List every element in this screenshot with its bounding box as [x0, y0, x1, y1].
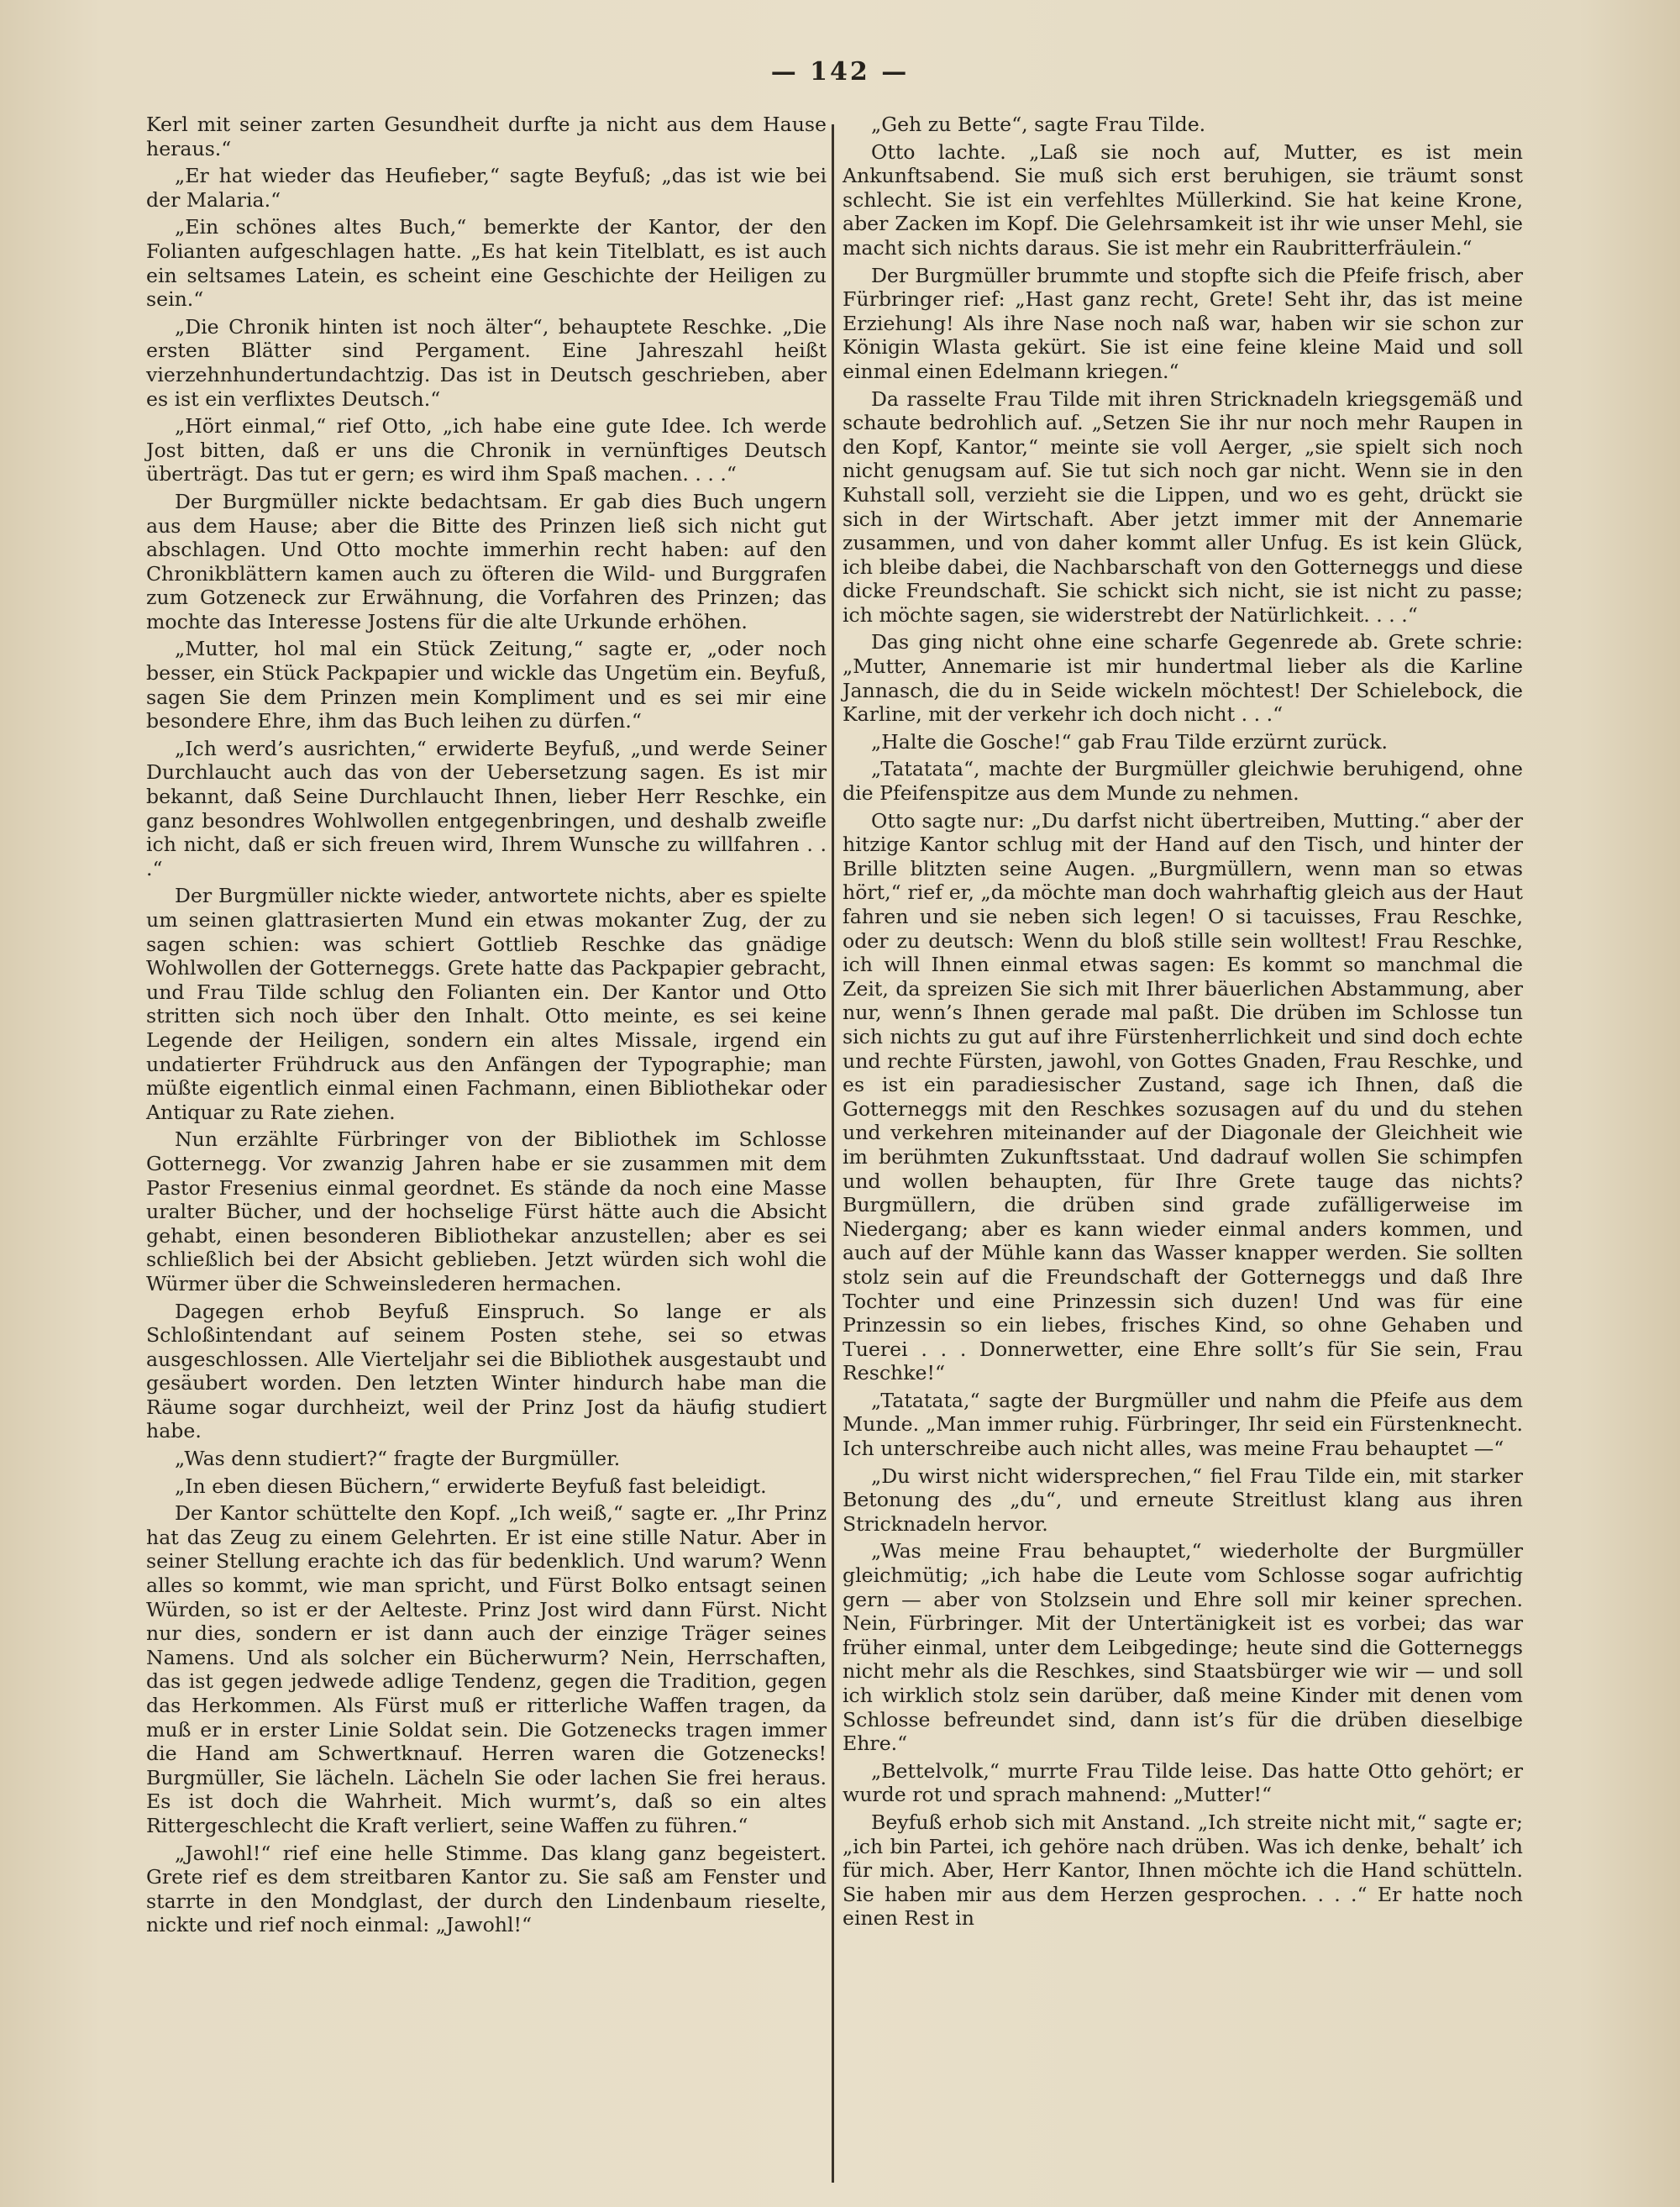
paragraph: „Tatatata,“ sagte der Burgmüller und nahm die Pfeife aus dem Munde. „Man immer ruhig. Fürbringer, Ihr seid ein Fürstenknecht. Ich unterschreibe auch nicht alles, was meine Frau behauptet —“ — [843, 1388, 1523, 1461]
paragraph: Der Burgmüller brummte und stopfte sich die Pfeife frisch, aber Fürbringer rief: „Hast ganz recht, Grete! Seht ihr, das ist meine Erziehung! Als ihre Nase noch naß war, haben wir sie schon zur Königin Wlasta gekürt. Sie ist eine feine kleine Maid und soll einmal einen Edelmann kriegen.“ — [843, 263, 1523, 383]
paragraph: „Du wirst nicht widersprechen,“ fiel Frau Tilde ein, mit starker Betonung des „du“, und erneute Streitlust klang aus ihren Stricknadeln hervor. — [843, 1463, 1523, 1536]
paragraph: „Was meine Frau behauptet,“ wiederholte der Burgmüller gleichmütig; „ich habe die Leute vom Schlosse sogar aufrichtig gern — aber von Stolzsein und Ehre soll mir keiner sprechen. Nein, Fürbringer. Mit der Untertänigkeit ist es vorbei; das war früher einmal, unter dem Leibgedinge; heute sind die Gotterneggs nicht mehr als die Reschkes, sind Staatsbürger wie wir — und soll ich wirklich stolz sein darüber, daß meine Kinder mit denen vom Schlosse befreundet sind, dann ist’s für die drüben dieselbige Ehre.“ — [843, 1539, 1523, 1756]
paragraph: Otto lachte. „Laß sie noch auf, Mutter, es ist mein Ankunftsabend. Sie muß sich erst beruhigen, sie träumt sonst schlecht. Sie ist ein verfehltes Müllerkind. Sie hat keine Krone, aber Zacken im Kopf. Die Gelehrsamkeit ist ihr wie unser Mehl, sie macht sich nichts daraus. Sie ist mehr ein Raubritterfräulein.“ — [843, 139, 1523, 260]
paragraph: Der Burgmüller nickte bedachtsam. Er gab dies Buch ungern aus dem Hause; aber die Bitte des Prinzen ließ sich nicht gut abschlagen. Und Otto mochte immerhin recht haben: auf den Chronikblättern kamen auch zu öfteren die Wild- und Burggrafen zum Gotzeneck zur Erwähnung, die Vorfahren des Prinzen; das mochte das Interesse Jostens für die alte Urkunde erhöhen. — [146, 489, 827, 633]
paragraph: „Tatatata“, machte der Burgmüller gleichwie beruhigend, ohne die Pfeifenspitze aus dem Munde zu nehmen. — [843, 757, 1523, 806]
paragraph: „Halte die Gosche!“ gab Frau Tilde erzürnt zurück. — [871, 729, 1389, 754]
paragraph: Dagegen erhob Beyfuß Einspruch. So lange er als Schloßintendant auf seinem Posten stehe, sei so etwas ausgeschlossen. Alle Vierteljahr sei die Bibliothek ausgestaubt und gesäubert worden. Den letzten Winter hindurch habe man die Räume sogar durchheizt, weil der Prinz Jost da häufig studiert habe. — [146, 1299, 827, 1443]
paragraph: „In eben diesen Büchern,“ erwiderte Beyfuß fast beleidigt. — [175, 1474, 767, 1498]
left-column — [146, 113, 827, 1941]
paragraph: Nun erzählte Fürbringer von der Bibliothek im Schlosse Gotternegg. Vor zwanzig Jahren habe er sie zusammen mit dem Pastor Fresenius einmal geordnet. Es stände da noch eine Masse uralter Bücher, und der hochselige Fürst hätte auch die Absicht gehabt, einen besonderen Bibliothekar anzustellen; aber es sei schließlich bei der Absicht geblieben. Jetzt würden sich wohl die Würmer über die Schweinslederen hermachen. — [146, 1127, 827, 1295]
paragraph: „Ich werd’s ausrichten,“ erwiderte Beyfuß, „und werde Seiner Durchlaucht auch das von der Uebersetzung sagen. Es ist mir bekannt, daß Seine Durchlaucht Ihnen, lieber Herr Reschke, ein ganz besondres Wohlwollen entgegenbringen, und deshalb zweifle ich nicht, daß er sich freuen wird, Ihrem Wunsche zu willfahren . . .“ — [146, 736, 827, 880]
paragraph: Der Burgmüller nickte wieder, antwortete nichts, aber es spielte um seinen glattrasierten Mund ein etwas mokanter Zug, der zu sagen schien: was schiert Gottlieb Reschke das gnädige Wohlwollen der Gotterneggs. Grete hatte das Packpapier gebracht, und Frau Tilde schlug den Folianten ein. Der Kantor und Otto stritten sich noch über den Inhalt. Otto meinte, es sei keine Legende der Heiligen, sondern ein altes Missale, irgend ein undatierter Frühdruck aus den Anfängen der Typographie; man müßte eigentlich einmal einen Fachmann, einen Bibliothekar oder Antiquar zu Rate ziehen. — [146, 884, 827, 1124]
paragraph: „Die Chronik hinten ist noch älter“, behauptete Reschke. „Die ersten Blätter sind Pergament. Eine Jahreszahl heißt vierzehnhundertundachtzig. Das ist in Deutsch geschrieben, aber es ist ein verflixtes Deutsch.“ — [146, 314, 827, 411]
paragraph: „Ein schönes altes Buch,“ bemerkte der Kantor, der den Folianten aufgeschlagen hatte. „Es hat kein Titelblatt, es ist auch ein seltsames Latein, es scheint eine Geschichte der Heiligen zu sein.“ — [146, 215, 827, 312]
paragraph: Das ging nicht ohne eine scharfe Gegenrede ab. Grete schrie: „Mutter, Annemarie ist mir hundertmal lieber als die Karline Jannasch, die du in Seide wickeln möchtest! Der Schielebock, die Karline, mit der verkehr ich doch nicht . . .“ — [843, 630, 1523, 727]
paragraph: „Jawohl!“ rief eine helle Stimme. Das klang ganz begeistert. Grete rief es dem streitbaren Kantor zu. Sie saß am Fenster und starrte in den Mondglast, der durch den Lindenbaum rieselte, nickte und rief noch einmal: „Jawohl!“ — [146, 1841, 827, 1937]
paragraph: Kerl mit seiner zarten Gesundheit durfte ja nicht aus dem Hause heraus.“ — [146, 113, 827, 160]
paragraph: „Was denn studiert?“ fragte der Burgmüller. — [175, 1447, 621, 1471]
paragraph: Otto sagte nur: „Du darfst nicht übertreiben, Mutting.“ aber der hitzige Kantor schlug mit der Hand auf den Tisch, und hinter der Brille blitzten seine Augen. „Burgmüllern, wenn man so etwas hört,“ rief er, „da möchte man doch wahrhaftig gleich aus der Haut fahren und sie neben sich legen! O si tacuisses, Frau Reschke, oder zu deutsch: Wenn du bloß stille sein wolltest! Frau Reschke, ich will Ihnen einmal etwas sagen: Es kommt so manchmal die Zeit, da spreizen Sie sich mit Ihrer bäuerlichen Abstammung, aber nur, wenn’s Ihnen gerade mal paßt. Die drüben im Schlosse tun sich nichts zu gut auf ihre Fürstenherrlichkeit und sind doch echte und rechte Fürsten, jawohl, von Gottes Gnaden, Frau Reschke, und es ist ein paradiesischer Zustand, sage ich Ihnen, daß die Gotterneggs mit den Reschkes sozusagen auf du und du stehen und verkehren miteinander auf der Diagonale der Gleichheit wie im berühmten Zukunftsstaat. Und dadrauf wollen Sie schimpfen und wollen behaupten, für Ihre Grete tauge das nichts? Burgmüllern, die drüben sind grade zufälligerweise im Niedergang; aber es kann wieder einmal anders kommen, und auch auf der Mühle kann das Wasser knapper werden. Sie sollten stolz sein auf die Freundschaft der Gotterneggs und daß Ihre Tochter und eine Prinzessin sich duzen! Und was für eine Prinzessin so ein liebes, frisches Kind, so ohne Gehaben und Tuerei . . . Donnerwetter, eine Ehre sollt’s für Sie sein, Frau Reschke!“ — [843, 808, 1523, 1385]
paragraph: Beyfuß erhob sich mit Anstand. „Ich streite nicht mit,“ sagte er; „ich bin Partei, ich gehöre nach drüben. Was ich denke, behalt’ ich für mich. Aber, Herr Kantor, Ihnen möchte ich die Hand schütteln. Sie haben mir aus dem Herzen gesprochen. . . .“ Er hatte noch einen Rest in — [843, 1810, 1523, 1931]
column-divider — [832, 124, 834, 2183]
paragraph: „Er hat wieder das Heufieber,“ sagte Beyfuß; „das ist wie bei der Malaria.“ — [146, 164, 827, 212]
paragraph: Da rasselte Frau Tilde mit ihren Stricknadeln kriegsgemäß und schaute bedrohlich auf. „Setzen Sie ihr nur noch mehr Raupen in den Kopf, Kantor,“ meinte sie voll Aerger, „sie spielt sich noch nicht genugsam auf. Sie tut sich noch gar nicht. Wenn sie in den Kuhstall soll, verzieht sie die Lippen, und wo es geht, drückt sie sich in der Wirtschaft. Aber jetzt immer mit der Annemarie zusammen, und von daher kommt aller Unfug. Es ist kein Glück, ich bleibe dabei, die Nachbarschaft von den Gotterneggs und diese dicke Freundschaft. Sie schickt sich nicht, sie ist nicht zu passe; ich möchte sagen, sie widerstrebt der Natürlichkeit. . . .“ — [843, 386, 1523, 627]
paragraph: „Geh zu Bette“, sagte Frau Tilde. — [871, 113, 1206, 136]
paragraph: „Hört einmal,“ rief Otto, „ich habe eine gute Idee. Ich werde Jost bitten, daß er uns die Chronik in vernünftiges Deutsch überträgt. Das tut er gern; es wird ihm Spaß machen. . . .“ — [146, 414, 827, 486]
paragraph: Der Kantor schüttelte den Kopf. „Ich weiß,“ sagte er. „Ihr Prinz hat das Zeug zu einem Gelehrten. Er ist eine stille Natur. Aber in seiner Stellung erachte ich das für bedenklich. Und warum? Wenn alles so kommt, wie man spricht, und Fürst Bolko entsagt seinen Würden, so ist er der Aelteste. Prinz Jost wird dann Fürst. Nicht nur dies, sondern er ist dann auch der einzige Träger seines Namens. Und als solcher ein Bücherwurm? Nein, Herrschaften, das ist gegen jedwede adlige Tendenz, gegen die Tradition, gegen das Herkommen. Als Fürst muß er ritterliche Waffen tragen, da muß er in erster Linie Soldat sein. Die Gotzenecks tragen immer die Hand am Schwertknauf. Herren waren die Gotzenecks! Burgmüller, Sie lächeln. Lächeln Sie oder lachen Sie frei heraus. Es ist doch die Wahrheit. Mich wurmt’s, daß so ein altes Rittergeschlecht die Kraft verliert, seine Waffen zu führen.“ — [146, 1501, 827, 1837]
page-number: — 142 — — [770, 57, 910, 87]
right-column — [843, 113, 1523, 1934]
paragraph: „Bettelvolk,“ murrte Frau Tilde leise. Das hatte Otto gehört; er wurde rot und sprach mahnend: „Mutter!“ — [843, 1758, 1523, 1807]
paragraph: „Mutter, hol mal ein Stück Zeitung,“ sagte er, „oder noch besser, ein Stück Packpapier und wickle das Ungetüm ein. Beyfuß, sagen Sie dem Prinzen mein Kompliment und es sei mir eine besondere Ehre, ihm das Buch leihen zu dürfen.“ — [146, 637, 827, 733]
